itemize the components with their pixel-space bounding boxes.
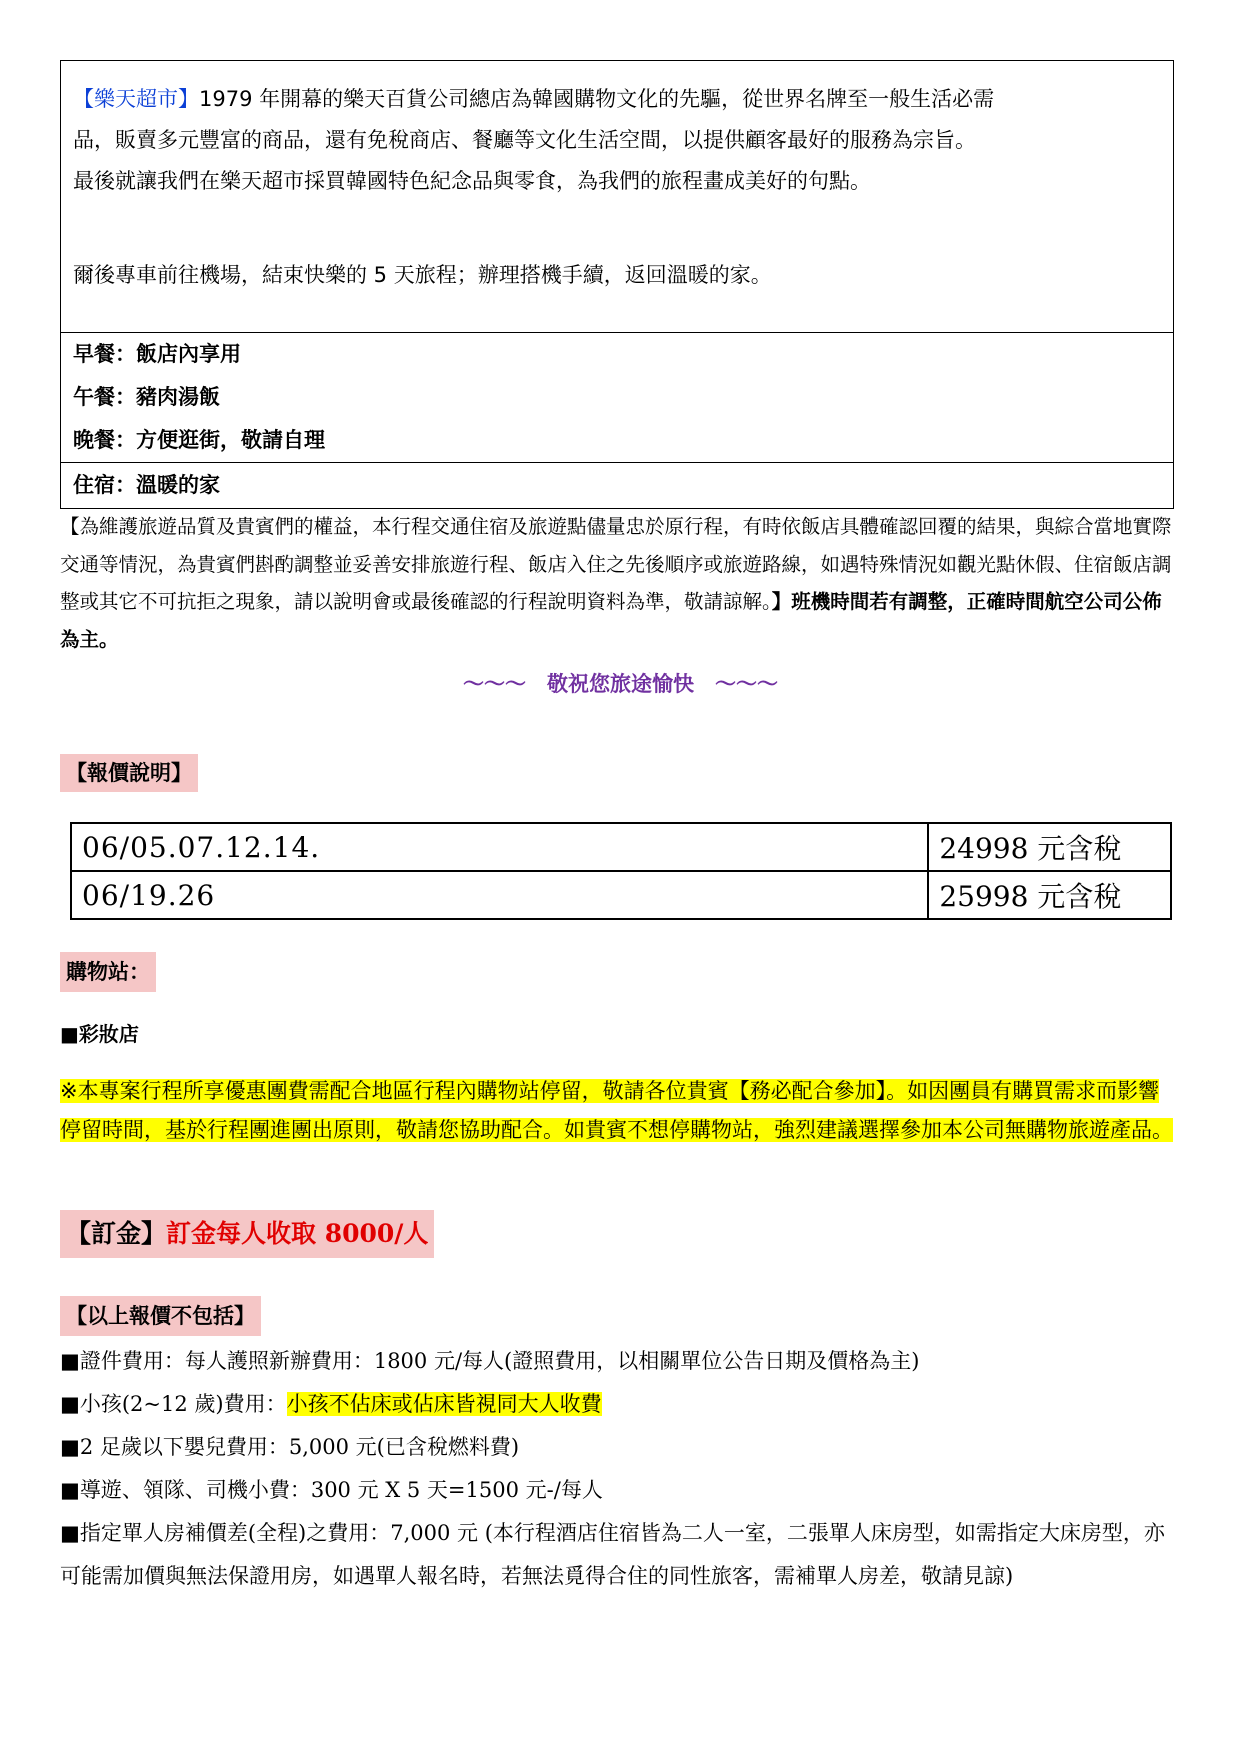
- price: 24998 元含稅: [928, 823, 1171, 871]
- table-row: [71, 823, 1171, 871]
- lunch: 午餐：豬肉湯飯: [73, 385, 220, 409]
- accommodation: 住宿：溫暖的家: [73, 473, 220, 497]
- shopping-item: ■彩妝店: [60, 1022, 139, 1046]
- price: 25998 元含稅: [928, 871, 1171, 919]
- list-item: ■證件費用：每人護照新辦費用：1800 元/每人(證照費用，以相關單位公告日期及價格為主): [60, 1349, 920, 1373]
- departure-dates: 06/19.26: [71, 871, 928, 919]
- shopping-note: [60, 1072, 1180, 1150]
- list-item: ■2 足歲以下嬰兒費用：5,000 元(已含稅燃料費): [60, 1435, 520, 1459]
- travel-notice: [60, 508, 1172, 658]
- dinner: 晚餐：方便逛街，敬請自理: [73, 428, 325, 452]
- price-table: [70, 822, 1172, 920]
- breakfast: 早餐：飯店內享用: [73, 342, 241, 366]
- list-item: [60, 1383, 1180, 1426]
- itinerary-description: [61, 61, 1173, 333]
- wish-line: [0, 668, 1241, 698]
- quote-heading: 【報價說明】: [60, 754, 198, 792]
- desc-line-1: 1979 年開幕的樂天百貨公司總店為韓國購物文化的先驅，從世界名牌至一般生活必需: [199, 87, 995, 111]
- list-item: ■導遊、領隊、司機小費：300 元 X 5 天=1500 元-/每人: [60, 1478, 603, 1502]
- child-fee-label: ■小孩(2~12 歲)費用：: [60, 1392, 287, 1416]
- desc-line-4: 爾後專車前往機場，結束快樂的 5 天旅程；辦理搭機手續，返回溫暖的家。: [73, 263, 772, 287]
- meals-section: [61, 333, 1173, 463]
- desc-line-3: 最後就讓我們在樂天超市採買韓國特色紀念品與零食，為我們的旅程畫成美好的句點。: [73, 169, 871, 193]
- list-item: ■指定單人房補價差(全程)之費用：7,000 元 (本行程酒店住宿皆為二人一室，二張單人床房型，如需指定大床房型，亦可能需加價與無法保證用房，如遇單人報名時，若無法覓得合住的同性旅客，需補單人房差，敬請見諒): [60, 1521, 1165, 1588]
- exclusions-heading: 【以上報價不包括】: [60, 1296, 261, 1336]
- shopping-note-text: ※本專案行程所享優惠團費需配合地區行程內購物站停留，敬請各位貴賓【務必配合參加】。如因團員有購買需求而影響停留時間，基於行程團進團出原則，敬請您協助配合。如貴賓不想停購物站，強烈建議選擇參加本公司無購物旅遊產品。: [60, 1079, 1173, 1142]
- shopping-heading: 購物站：: [60, 952, 156, 992]
- notice-flight-note: 】班機時間若有調整，正確時間航空公司公佈為主。: [60, 590, 1162, 651]
- itinerary-box: [60, 60, 1174, 509]
- wish-text: ～～～ 敬祝您旅途愉快 ～～～: [463, 672, 778, 696]
- desc-line-2: 品，販賣多元豐富的商品，還有免稅商店、餐廳等文化生活空間，以提供顧客最好的服務為宗旨。: [73, 128, 976, 152]
- deposit-value: 訂金每人收取 8000/人: [166, 1219, 429, 1248]
- deposit-label: 【訂金】: [66, 1219, 167, 1248]
- spacer: [73, 202, 1161, 255]
- lotte-supermarket-tag: 【樂天超市】: [73, 87, 199, 111]
- departure-dates: 06/05.07.12.14.: [71, 823, 928, 871]
- notice-text: 【為維護旅遊品質及貴賓們的權益，本行程交通住宿及旅遊點儘量忠於原行程，有時依飯店具體確認回覆的結果，與綜合當地實際交通等情況，為貴賓們斟酌調整並妥善安排旅遊行程、飯店入住之先後順序或旅遊路線，如遇特殊情況如觀光點休假、住宿飯店調整或其它不可抗拒之現象，請以說明會或最後確認的行程說明資料為準，敬請諒解。: [60, 515, 1172, 613]
- table-row: [71, 871, 1171, 919]
- child-fee-highlight: 小孩不佔床或佔床皆視同大人收費: [286, 1392, 602, 1416]
- desc-paragraph: [73, 79, 1161, 120]
- deposit-heading: [60, 1210, 434, 1258]
- exclusions-list: [60, 1340, 1180, 1598]
